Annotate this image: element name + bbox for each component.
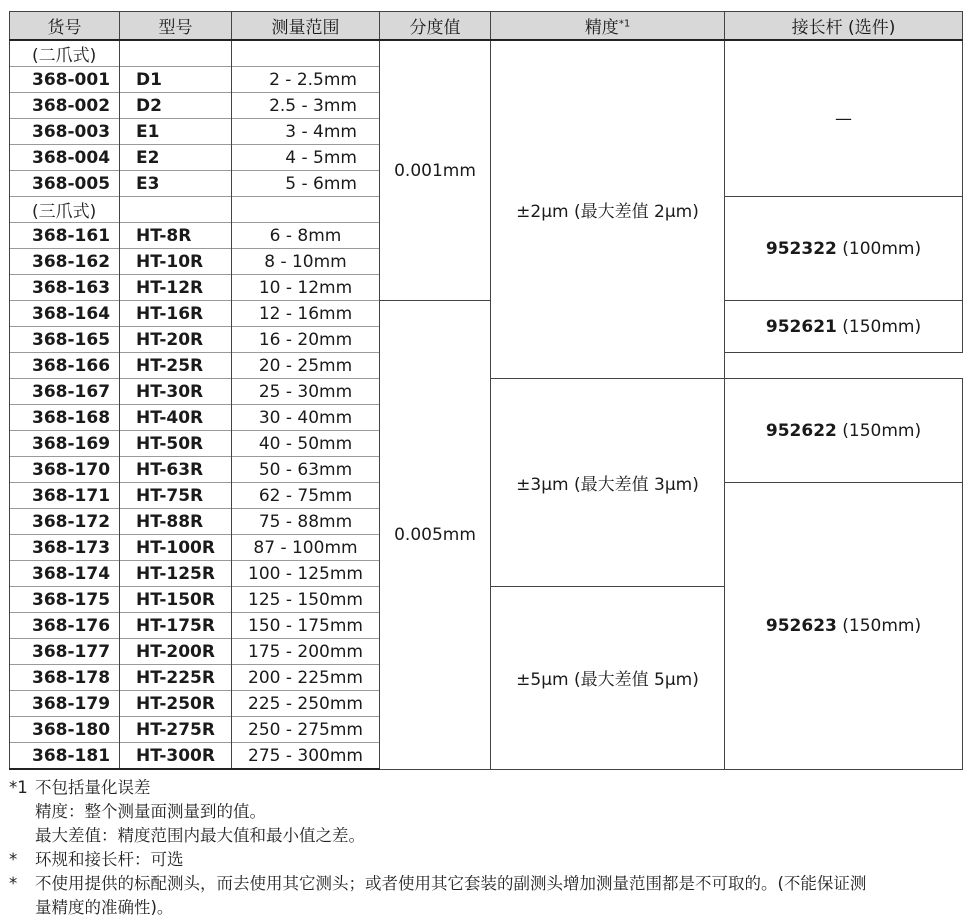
group-row <box>10 40 963 67</box>
footnote-mark-3: * <box>9 874 18 893</box>
extension-cell <box>725 483 963 770</box>
spec-table <box>9 11 963 770</box>
product-code: 368-004 <box>10 145 120 171</box>
model-name: HT-50R <box>120 431 232 457</box>
empty-cell <box>120 197 232 223</box>
measuring-range: 16 - 20mm <box>232 327 380 353</box>
header-code: 货号 <box>10 12 120 41</box>
table-row <box>10 301 963 327</box>
model-name: HT-225R <box>120 665 232 691</box>
measuring-range: 2 - 2.5mm <box>232 67 380 93</box>
product-code: 368-168 <box>10 405 120 431</box>
footnote-2-text: 环规和接长杆：可选 <box>35 850 184 869</box>
product-code: 368-174 <box>10 561 120 587</box>
measuring-range: 150 - 175mm <box>232 613 380 639</box>
product-code: 368-003 <box>10 119 120 145</box>
measuring-range: 2.5 - 3mm <box>232 93 380 119</box>
model-name: E1 <box>120 119 232 145</box>
model-name: E2 <box>120 145 232 171</box>
header-row <box>10 12 963 41</box>
model-name: HT-100R <box>120 535 232 561</box>
header-range: 测量范围 <box>232 12 380 41</box>
product-code: 368-172 <box>10 509 120 535</box>
group-label: (三爪式) <box>10 197 120 223</box>
extension-length: (150mm) <box>842 420 922 441</box>
footnote-mark-2: * <box>9 850 18 869</box>
product-code: 368-181 <box>10 743 120 770</box>
footnote-1-line2: 精度：整个测量面测量到的值。 <box>35 802 266 821</box>
product-code: 368-169 <box>10 431 120 457</box>
measuring-range: 30 - 40mm <box>232 405 380 431</box>
measuring-range: 8 - 10mm <box>232 249 380 275</box>
product-code: 368-176 <box>10 613 120 639</box>
model-name: HT-125R <box>120 561 232 587</box>
product-code: 368-180 <box>10 717 120 743</box>
product-code: 368-171 <box>10 483 120 509</box>
product-code: 368-178 <box>10 665 120 691</box>
product-code: 368-163 <box>10 275 120 301</box>
extension-cell <box>725 197 963 301</box>
extension-length: (100mm) <box>842 238 922 259</box>
model-name: HT-25R <box>120 353 232 379</box>
header-accuracy <box>491 12 725 41</box>
measuring-range: 225 - 250mm <box>232 691 380 717</box>
model-name: HT-88R <box>120 509 232 535</box>
product-code: 368-005 <box>10 171 120 197</box>
product-code: 368-173 <box>10 535 120 561</box>
measuring-range: 100 - 125mm <box>232 561 380 587</box>
accuracy-cell: ±3μm (最大差值 3μm) <box>491 379 725 587</box>
footnote-1 <box>9 776 964 800</box>
measuring-range: 62 - 75mm <box>232 483 380 509</box>
measuring-range: 125 - 150mm <box>232 587 380 613</box>
model-name: D1 <box>120 67 232 93</box>
footnote-3-line2: 量精度的准确性)。 <box>35 898 174 917</box>
measuring-range: 275 - 300mm <box>232 743 380 770</box>
header-extension: 接长杆 (选件) <box>725 12 963 41</box>
model-name: HT-150R <box>120 587 232 613</box>
model-name: HT-10R <box>120 249 232 275</box>
header-model: 型号 <box>120 12 232 41</box>
model-name: HT-8R <box>120 223 232 249</box>
measuring-range: 5 - 6mm <box>232 171 380 197</box>
model-name: HT-250R <box>120 691 232 717</box>
measuring-range: 87 - 100mm <box>232 535 380 561</box>
extension-part-number: 952322 <box>765 238 837 259</box>
product-code: 368-165 <box>10 327 120 353</box>
model-name: HT-16R <box>120 301 232 327</box>
model-name: HT-275R <box>120 717 232 743</box>
footnote-1-text: 不包括量化误差 <box>35 778 151 797</box>
product-code: 368-177 <box>10 639 120 665</box>
product-code: 368-161 <box>10 223 120 249</box>
footnote-3 <box>9 872 964 896</box>
measuring-range: 20 - 25mm <box>232 353 380 379</box>
extension-part-number: 952621 <box>765 316 837 337</box>
extension-part-number: 952623 <box>765 615 837 636</box>
empty-cell <box>232 197 380 223</box>
resolution-cell: 0.001mm <box>380 40 491 301</box>
empty-cell <box>232 40 380 67</box>
measuring-range: 50 - 63mm <box>232 457 380 483</box>
model-name: HT-20R <box>120 327 232 353</box>
model-name: HT-30R <box>120 379 232 405</box>
product-code: 368-175 <box>10 587 120 613</box>
footnote-mark-1: *1 <box>9 778 28 797</box>
accuracy-cell: ±2μm (最大差值 2μm) <box>491 40 725 379</box>
extension-cell <box>725 301 963 353</box>
footnote-2 <box>9 848 964 872</box>
extension-part-number: 952622 <box>765 420 837 441</box>
header-accuracy-label: 精度 <box>584 18 619 38</box>
footnote-mark: *1 <box>618 18 631 30</box>
product-code: 368-001 <box>10 67 120 93</box>
resolution-cell: 0.005mm <box>380 301 491 770</box>
measuring-range: 40 - 50mm <box>232 431 380 457</box>
measuring-range: 4 - 5mm <box>232 145 380 171</box>
model-name: HT-175R <box>120 613 232 639</box>
measuring-range: 75 - 88mm <box>232 509 380 535</box>
extension-cell <box>725 379 963 483</box>
empty-cell <box>120 40 232 67</box>
measuring-range: 10 - 12mm <box>232 275 380 301</box>
footnotes <box>9 776 964 920</box>
extension-cell: — <box>725 40 963 197</box>
product-code: 368-164 <box>10 301 120 327</box>
footnote-3-text: 不使用提供的标配测头，而去使用其它测头；或者使用其它套装的副测头增加测量范围都是不可取的。(不能保证测 <box>35 874 867 893</box>
group-label: (二爪式) <box>10 40 120 67</box>
measuring-range: 12 - 16mm <box>232 301 380 327</box>
extension-length: (150mm) <box>842 615 922 636</box>
measuring-range: 6 - 8mm <box>232 223 380 249</box>
model-name: E3 <box>120 171 232 197</box>
model-name: HT-63R <box>120 457 232 483</box>
product-code: 368-166 <box>10 353 120 379</box>
measuring-range: 25 - 30mm <box>232 379 380 405</box>
model-name: HT-40R <box>120 405 232 431</box>
header-resolution: 分度值 <box>380 12 491 41</box>
accuracy-cell: ±5μm (最大差值 5μm) <box>491 587 725 770</box>
extension-length: (150mm) <box>842 316 922 337</box>
product-code: 368-002 <box>10 93 120 119</box>
model-name: HT-12R <box>120 275 232 301</box>
product-code: 368-179 <box>10 691 120 717</box>
model-name: HT-75R <box>120 483 232 509</box>
measuring-range: 175 - 200mm <box>232 639 380 665</box>
model-name: D2 <box>120 93 232 119</box>
model-name: HT-200R <box>120 639 232 665</box>
measuring-range: 3 - 4mm <box>232 119 380 145</box>
product-code: 368-170 <box>10 457 120 483</box>
measuring-range: 200 - 225mm <box>232 665 380 691</box>
product-code: 368-162 <box>10 249 120 275</box>
footnote-1-line3: 最大差值：精度范围内最大值和最小值之差。 <box>35 826 365 845</box>
measuring-range: 250 - 275mm <box>232 717 380 743</box>
product-code: 368-167 <box>10 379 120 405</box>
model-name: HT-300R <box>120 743 232 770</box>
